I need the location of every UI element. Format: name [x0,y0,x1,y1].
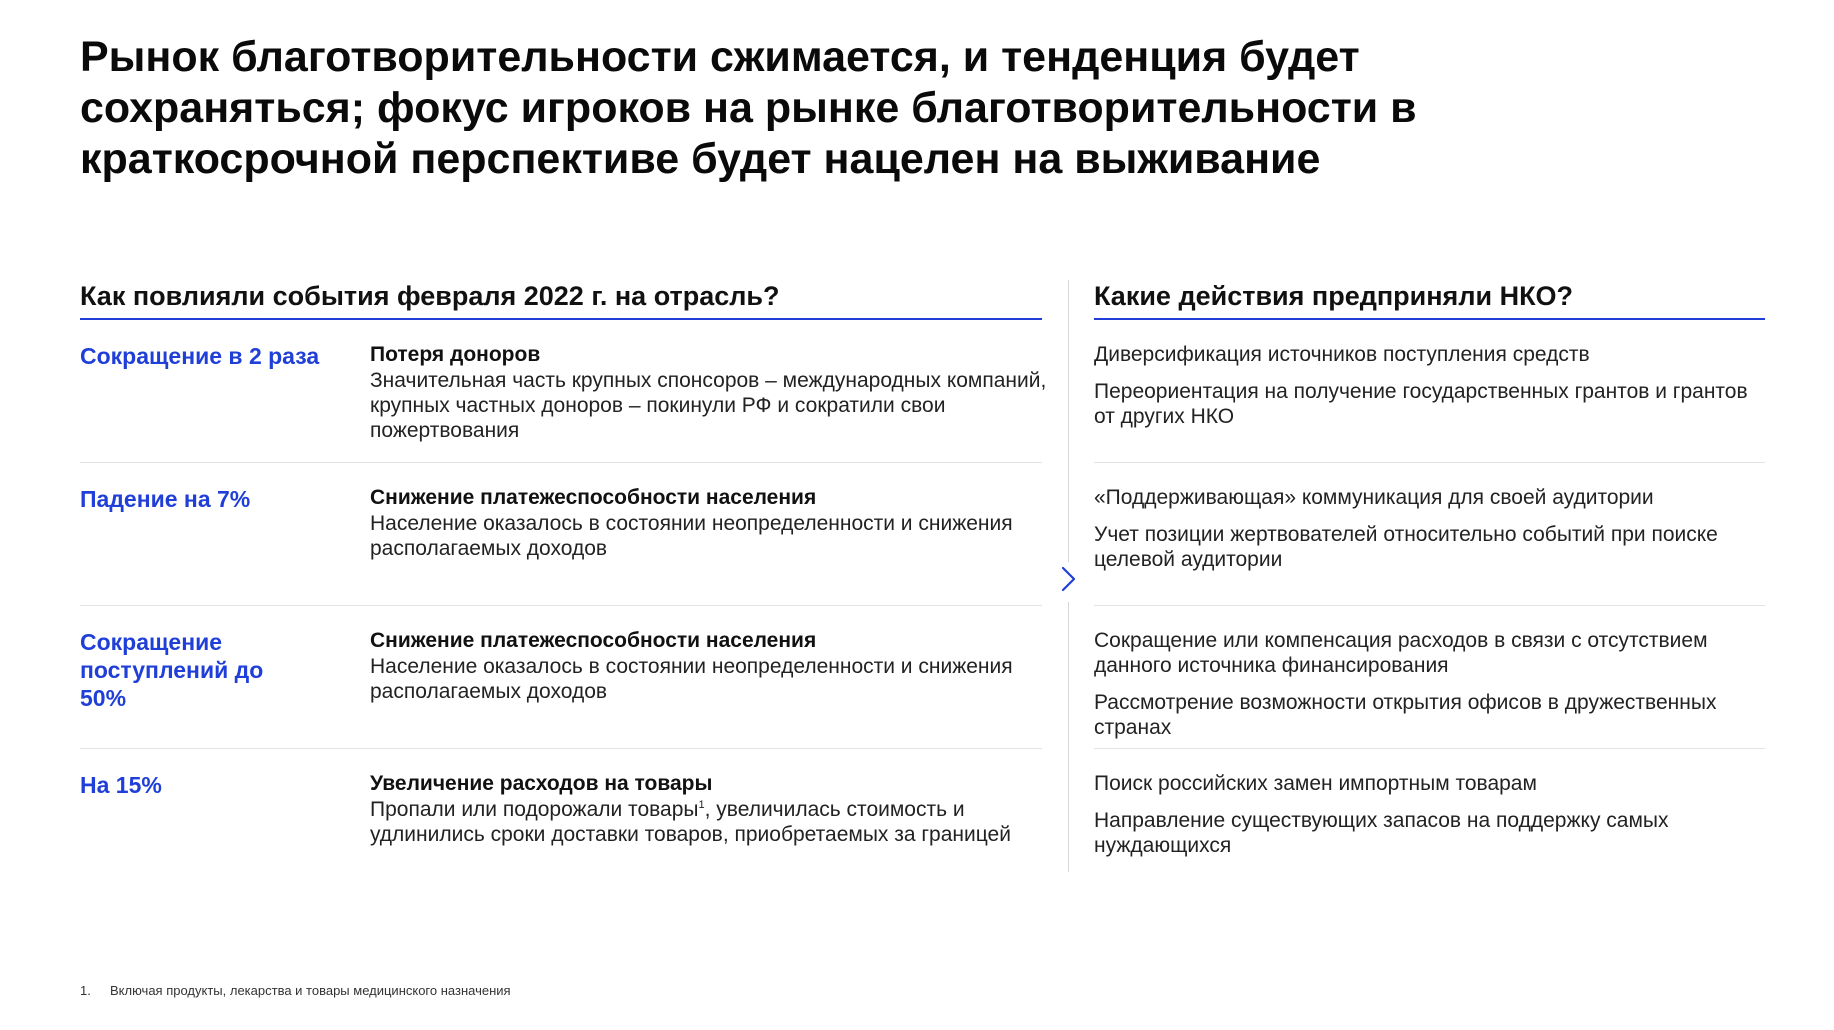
impact-row [80,320,1047,463]
impact-metric: Падение на 7% [80,486,251,512]
footnote-marker: 1 [698,799,705,811]
chevron-right-icon [1058,562,1080,596]
column-divider [1068,280,1069,562]
impact-title: Потеря доноров [370,343,541,366]
actions-row [1094,749,1765,892]
impact-body: Значительная часть крупных спонсоров – международных компаний, крупных частных доноров – покинули РФ и сократили свои пожертвования [370,369,1047,442]
actions-row [1094,606,1765,749]
impact-metric: На 15% [80,772,162,798]
impact-column [80,270,1047,892]
column-divider [1068,602,1069,872]
impact-body-part: , увеличилась стоимость и удлинились сроки доставки товаров, приобретаемых за границей [370,798,1011,846]
impact-description [370,342,1050,443]
action-list [1094,342,1765,441]
action-item: Рассмотрение возможности открытия офисов в дружественных странах [1094,691,1717,739]
action-item: Переориентация на получение государственных грантов и грантов от других НКО [1094,380,1748,428]
action-item: «Поддерживающая» коммуникация для своей аудитории [1094,486,1654,509]
action-item: Направление существующих запасов на поддержку самых нуждающихся [1094,809,1669,857]
impact-body-part: Пропали или подорожали товары [370,798,699,821]
impact-row [80,606,1042,749]
impact-metric: Сокращение в 2 раза [80,343,320,369]
action-list [1094,485,1765,584]
impact-body [370,797,1050,847]
page-title: Рынок благотворительности сжимается, и тенденция будет сохраняться; фокус игроков на рынке благотворительности в краткосрочной перспективе будет нацелен на выживание [80,33,1417,183]
impact-description [370,485,1050,561]
impact-title: Увеличение расходов на товары [370,772,713,795]
action-list [1094,628,1765,752]
impact-column-heading: Как повлияли события февраля 2022 г. на отрасль? [80,270,1042,320]
actions-row [1094,463,1765,606]
actions-column-heading: Какие действия предприняли НКО? [1094,270,1765,320]
footnote-number: 1. [80,983,91,998]
footnote [80,983,511,999]
impact-row [80,463,1042,606]
impact-body: Население оказалось в состоянии неопределенности и снижения располагаемых доходов [370,512,1013,560]
actions-column [1094,270,1765,892]
action-item: Поиск российских замен импортным товарам [1094,772,1537,795]
impact-metric: Сокращение поступлений до 50% [80,629,264,711]
footnote-text: Включая продукты, лекарства и товары медицинского назначения [110,983,511,998]
impact-description [370,628,1050,704]
action-item: Учет позиции жертвователей относительно событий при поиске целевой аудитории [1094,523,1718,571]
impact-title: Снижение платежеспособности населения [370,629,817,652]
impact-body: Население оказалось в состоянии неопределенности и снижения располагаемых доходов [370,655,1013,703]
action-list [1094,771,1765,870]
actions-row [1094,320,1765,463]
impact-title: Снижение платежеспособности населения [370,486,817,509]
action-item: Сокращение или компенсация расходов в связи с отсутствием данного источника финансирования [1094,629,1708,677]
impact-description [370,771,1050,847]
action-item: Диверсификация источников поступления средств [1094,343,1590,366]
impact-row [80,749,1042,892]
